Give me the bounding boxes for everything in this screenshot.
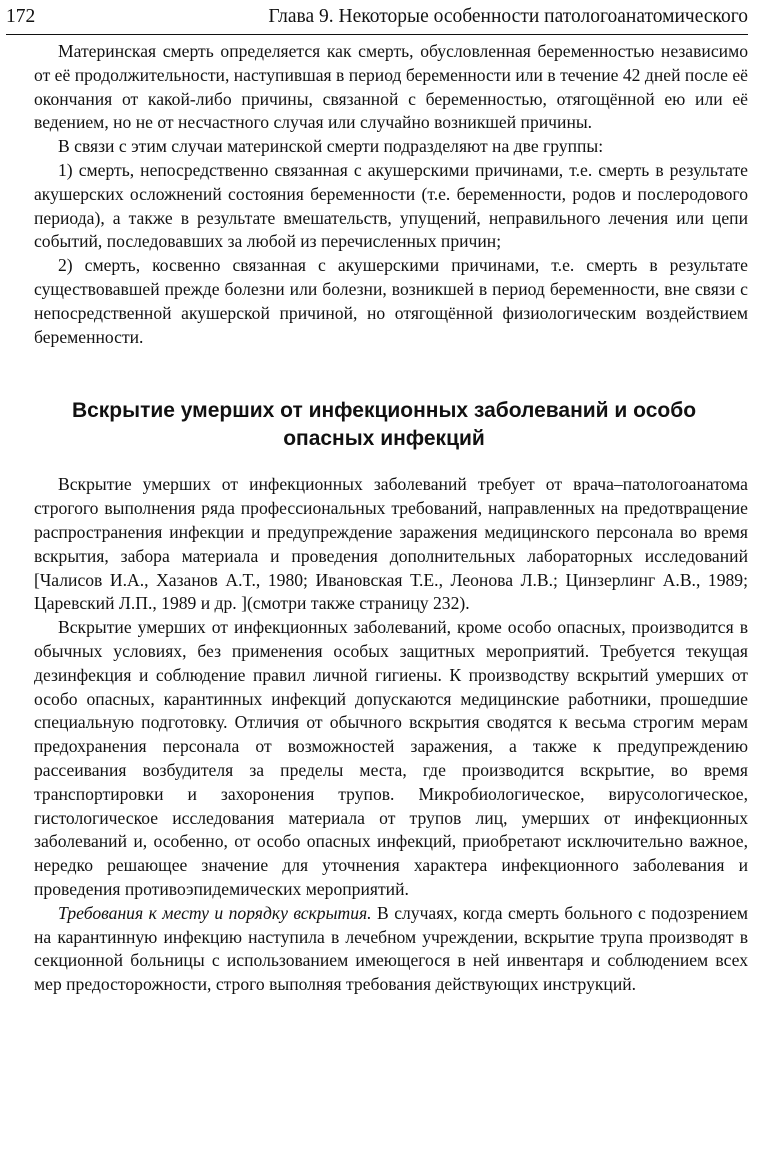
paragraph-maternal-death-definition: Материнская смерть определяется как смерть, обусловленная беременностью независимо от её продолжительности, наступившая в период беременности или в течение 42 дней после её окончания от какой-либо причины, связанной с беременностью, отягощённой ею или её ведением, но не от несчастного случая или случайно возникшей причины. xyxy=(34,41,748,133)
running-header xyxy=(6,0,748,35)
paragraph-lead-italic: Требования к месту и порядку вскрытия. xyxy=(58,902,372,923)
intro-text-block xyxy=(34,40,748,349)
paragraph-groups-intro: В связи с этим случаи материнской смерти подразделяют на две группы: xyxy=(58,136,604,157)
page-number: 172 xyxy=(6,6,36,27)
paragraph-group-2: 2) смерть, косвенно связанная с акушерскими причинами, т.е. смерть в результате существовавшей прежде болезни или болезни, возникшей в период беременности, вне связи с непосредственной акушерской причиной, но отягощённой физиологическим воздействием беременности. xyxy=(34,255,748,347)
section-text-block xyxy=(34,473,748,997)
paragraph-dangerous-infections: Вскрытие умерших от инфекционных заболеваний, кроме особо опасных, производится в обычных условиях, без применения особых защитных мероприятий. Требуется текущая дезинфекция и соблюдение правил личной гигиены. К производству вскрытий умерших от особо опасных, карантинных инфекций допускаются медицинские работники, прошедшие специальную подготовку. Отличия от обычного вскрытия сводятся к весьма строгим мерам предохранения персонала от возможностей заражения, а также к предупреждению рассеивания возбудителя за пределы места, где производится вскрытие, во время транспортировки и захоронения трупов. Микробиологическое, вирусологическое, гистологическое исследования материала от трупов лиц, умерших от инфекционных заболеваний и, особенно, от особо опасных инфекций, приобретают исключительно важное, нередко решающее значение для уточнения характера инфекционного заболевания и проведения противоэпидемических мероприятий. xyxy=(34,617,748,899)
paragraph-body: В случаях, когда смерть больного с подозрением на карантинную инфекцию наступила в лечебном учреждении, вскрытие трупа производят в секционной больницы с использованием имеющегося в ней инвентаря и соблюдением всех мер предосторожности, строго выполняя требования действующих инструкций. xyxy=(34,902,748,995)
paragraph-place-and-order xyxy=(34,902,748,997)
chapter-running-title: Глава 9. Некоторые особенности патологоанатомического xyxy=(268,6,748,27)
section-heading: Вскрытие умерших от инфекционных заболеваний и особо опасных инфекций xyxy=(71,399,697,451)
paragraph-infection-autopsy-requirements: Вскрытие умерших от инфекционных заболеваний требует от врача–патологоанатома строгого выполнения ряда профессиональных требований, направленных на предотвращение распространения инфекции и предупреждение заражения медицинского персонала во время вскрытия, забора материала и проведения дополнительных лабораторных исследований [Чалисов И.А., Хазанов А.Т., 1980; Ивановская Т.Е., Леонова Л.В.; Цинзерлинг А.В., 1989; Царевский Л.П., 1989 и др. ](смотри также страницу 232). xyxy=(34,474,748,614)
paragraph-group-1: 1) смерть, непосредственно связанная с акушерскими причинами, т.е. смерть в результате акушерских осложнений состояния беременности (т.е. беременности, родов и послеродового периода), а также в результате вмешательств, упущений, неправильного лечения или цепи событий, последовавших за любой из перечисленных причин; xyxy=(34,159,748,252)
